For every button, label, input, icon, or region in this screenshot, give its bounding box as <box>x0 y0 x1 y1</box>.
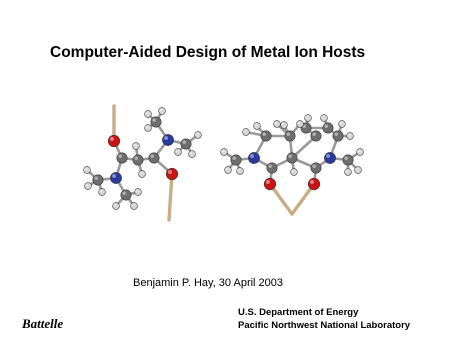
atom-highlight <box>85 168 87 170</box>
hydrogen-atom <box>84 167 91 174</box>
hydrogen-atom <box>281 122 288 129</box>
hydrogen-atom <box>291 169 298 176</box>
atom-highlight <box>312 164 316 168</box>
oxygen-atom <box>108 135 120 147</box>
atom-highlight <box>232 156 236 160</box>
atom-highlight <box>134 144 136 146</box>
hydrogen-atom <box>321 115 328 122</box>
atom-highlight <box>266 180 270 184</box>
carbon-atom <box>311 163 321 173</box>
carbon-atom <box>231 155 241 165</box>
atom-highlight <box>306 116 308 118</box>
atom-highlight <box>196 133 198 135</box>
molecular-models-figure <box>72 94 376 226</box>
hydrogen-atom <box>339 121 346 128</box>
atom-highlight <box>152 118 156 122</box>
atom-highlight <box>100 190 102 192</box>
atom-highlight <box>164 136 168 140</box>
atom-highlight <box>286 132 290 136</box>
atom-highlight <box>146 126 148 128</box>
hydrogen-atom <box>243 129 250 136</box>
atom-highlight <box>176 150 178 152</box>
hydrogen-atom <box>221 149 228 156</box>
atom-highlight <box>262 132 266 136</box>
atom-highlight <box>182 140 186 144</box>
org-line-doe: U.S. Department of Energy <box>238 307 359 318</box>
hydrogen-atom <box>347 133 354 140</box>
atom-highlight <box>340 122 342 124</box>
carbon-atom <box>133 155 143 165</box>
atom-highlight <box>146 112 148 114</box>
atom-highlight <box>326 154 330 158</box>
author-date-line: Benjamin P. Hay, 30 April 2003 <box>133 277 284 289</box>
hydrogen-atom <box>133 143 140 150</box>
hydrogen-atom <box>254 123 261 130</box>
hydrogen-atom <box>345 169 352 176</box>
carbon-atom <box>287 153 297 163</box>
nitrogen-atom <box>162 134 173 145</box>
atom-highlight <box>268 164 272 168</box>
hydrogen-atom <box>237 168 244 175</box>
atom-highlight <box>190 152 192 154</box>
carbon-atom <box>267 163 277 173</box>
metal-bond <box>169 174 172 220</box>
carbon-atom <box>121 190 131 200</box>
organization-block <box>238 306 410 332</box>
atom-highlight <box>150 154 154 158</box>
carbon-atom <box>311 131 321 141</box>
hydrogen-atom <box>139 171 146 178</box>
oxygen-atom <box>264 178 276 190</box>
atom-highlight <box>110 137 114 141</box>
atom-highlight <box>346 170 348 172</box>
atom-highlight <box>356 168 358 170</box>
atom-highlight <box>168 170 172 174</box>
hydrogen-atom <box>175 149 182 156</box>
carbon-atom <box>151 117 161 127</box>
atom-highlight <box>132 204 134 206</box>
atom-highlight <box>226 168 228 170</box>
atom-highlight <box>292 170 294 172</box>
battelle-logo: Battelle <box>22 316 64 331</box>
carbon-atom <box>285 131 295 141</box>
atom-highlight <box>86 184 88 186</box>
atom-highlight <box>160 109 162 111</box>
carbon-atom <box>117 153 127 163</box>
atom-highlight <box>288 154 292 158</box>
atom-highlight <box>140 172 142 174</box>
carbon-atom <box>149 153 159 163</box>
atom-highlight <box>118 154 122 158</box>
oxygen-atom <box>166 168 178 180</box>
atom-highlight <box>348 134 350 136</box>
hydrogen-atom <box>305 115 312 122</box>
atom-highlight <box>322 116 324 118</box>
hydrogen-atom <box>225 167 232 174</box>
atom-highlight <box>136 190 138 192</box>
atom-highlight <box>122 191 126 195</box>
atom-highlight <box>238 169 240 171</box>
bonds-layer <box>87 106 360 220</box>
atom-highlight <box>312 132 316 136</box>
atom-highlight <box>250 154 254 158</box>
hydrogen-atom <box>159 108 166 115</box>
atom-highlight <box>112 174 116 178</box>
hydrogen-atom <box>85 183 92 190</box>
carbon-atom <box>343 155 353 165</box>
hydrogen-atom <box>99 189 106 196</box>
atom-highlight <box>282 123 284 125</box>
atom-highlight <box>344 156 348 160</box>
nitrogen-atom <box>248 152 259 163</box>
atom-highlight <box>358 150 360 152</box>
hydrogen-atom <box>131 203 138 210</box>
atom-highlight <box>94 176 98 180</box>
carbon-atom <box>323 123 333 133</box>
nitrogen-atom <box>110 172 121 183</box>
hydrogen-atom <box>189 151 196 158</box>
atom-highlight <box>222 150 224 152</box>
carbon-atom <box>261 131 271 141</box>
hydrogen-atom <box>195 132 202 139</box>
org-line-pnnl: Pacific Northwest National Laboratory <box>238 320 411 331</box>
hydrogen-atom <box>357 149 364 156</box>
atom-highlight <box>324 124 328 128</box>
atom-highlight <box>275 122 277 124</box>
atom-highlight <box>134 156 138 160</box>
atom-highlight <box>255 124 257 126</box>
atom-highlight <box>114 204 116 206</box>
hydrogen-atom <box>297 121 304 128</box>
atom-highlight <box>334 132 338 136</box>
atom-highlight <box>244 130 246 132</box>
hydrogen-atom <box>113 203 120 210</box>
atom-highlight <box>310 180 314 184</box>
hydrogen-atom <box>135 189 142 196</box>
slide-title: Computer-Aided Design of Metal Ion Hosts <box>50 44 366 61</box>
nitrogen-atom <box>324 152 335 163</box>
atoms-layer <box>84 108 364 210</box>
hydrogen-atom <box>145 125 152 132</box>
hydrogen-atom <box>145 111 152 118</box>
atom-highlight <box>298 122 300 124</box>
oxygen-atom <box>308 178 320 190</box>
carbon-atom <box>93 175 103 185</box>
hydrogen-atom <box>355 167 362 174</box>
hydrogen-atom <box>274 121 281 128</box>
carbon-atom <box>181 139 191 149</box>
carbon-atom <box>333 131 343 141</box>
